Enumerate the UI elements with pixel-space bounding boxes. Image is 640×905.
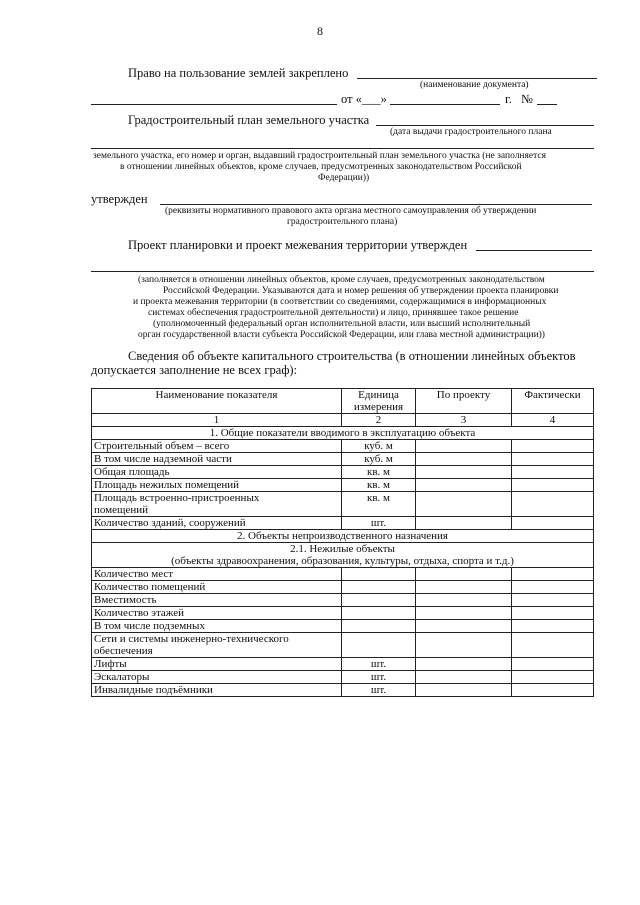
- unit-cell: кв. м: [342, 479, 416, 492]
- unit-cell: шт.: [342, 684, 416, 697]
- actual-value-cell: [512, 658, 594, 671]
- actual-value-cell: [512, 440, 594, 453]
- table-row: [92, 620, 594, 633]
- project-caption-6: орган государственной власти субъекта Российской Федерации, или глава местной администрации)): [138, 330, 545, 340]
- table-section-row: [92, 427, 594, 440]
- section-title: 1. Общие показатели вводимого в эксплуатацию объекта: [92, 427, 594, 440]
- unit-cell: куб. м: [342, 453, 416, 466]
- unit-cell: шт.: [342, 517, 416, 530]
- project-caption-4: системах обеспечения градостроительной деятельности) и лицо, принявшее такое решение: [148, 308, 519, 318]
- indicator-name: Лифты: [92, 658, 342, 671]
- gpzu-caption-3: Федерации)): [318, 173, 370, 183]
- planned-value-cell: [416, 492, 512, 517]
- table-row: [92, 517, 594, 530]
- table-row: [92, 453, 594, 466]
- indicator-name: Сети и системы инженерно-технического обеспечения: [92, 633, 342, 658]
- actual-value-cell: [512, 594, 594, 607]
- gpzu-line-2: [91, 148, 594, 149]
- actual-value-cell: [512, 684, 594, 697]
- planned-value-cell: [416, 620, 512, 633]
- table-row: [92, 479, 594, 492]
- planned-value-cell: [416, 607, 512, 620]
- unit-cell: [342, 607, 416, 620]
- actual-value-cell: [512, 633, 594, 658]
- indicator-name: Инвалидные подъёмники: [92, 684, 342, 697]
- project-line-1: [476, 250, 592, 251]
- indicator-name: Вместимость: [92, 594, 342, 607]
- indicator-name: Площадь нежилых помещений: [92, 479, 342, 492]
- unit-cell: шт.: [342, 658, 416, 671]
- column-header: Единица измерения: [342, 389, 416, 414]
- planned-value-cell: [416, 466, 512, 479]
- land-right-year: г.: [505, 92, 512, 106]
- unit-cell: шт.: [342, 671, 416, 684]
- project-line-2: [91, 271, 594, 272]
- column-number: 1: [92, 414, 342, 427]
- unit-cell: [342, 568, 416, 581]
- unit-cell: кв. м: [342, 492, 416, 517]
- gpzu-caption-1: земельного участка, его номер и орган, выдавший градостроительный план земельного участка (не заполняется: [93, 151, 546, 161]
- intro-line-2: допускается заполнение не всех граф):: [91, 363, 298, 377]
- planned-value-cell: [416, 581, 512, 594]
- table-row: [92, 492, 594, 517]
- land-right-doc-caption: (наименование документа): [420, 80, 529, 90]
- project-label: Проект планировки и проект межевания территории утвержден: [128, 238, 468, 252]
- indicator-name: Строительный объем – всего: [92, 440, 342, 453]
- unit-cell: [342, 633, 416, 658]
- land-right-label: Право на пользование землей закреплено: [128, 66, 349, 80]
- table-row: [92, 466, 594, 479]
- column-number: 4: [512, 414, 594, 427]
- actual-value-cell: [512, 517, 594, 530]
- planned-value-cell: [416, 633, 512, 658]
- actual-value-cell: [512, 620, 594, 633]
- intro-line-1: Сведения об объекте капитального строительства (в отношении линейных объектов: [128, 349, 576, 363]
- planned-value-cell: [416, 594, 512, 607]
- planned-value-cell: [416, 517, 512, 530]
- actual-value-cell: [512, 466, 594, 479]
- project-caption-1: (заполняется в отношении линейных объектов, кроме случаев, предусмотренных законодательством: [138, 275, 545, 285]
- table-row: [92, 581, 594, 594]
- gpzu-caption-right: (дата выдачи градостроительного плана: [390, 127, 552, 137]
- actual-value-cell: [512, 671, 594, 684]
- unit-cell: [342, 594, 416, 607]
- indicator-name: В том числе подземных: [92, 620, 342, 633]
- indicator-name: Общая площадь: [92, 466, 342, 479]
- gpzu-line-1: [376, 125, 594, 126]
- table-row: [92, 607, 594, 620]
- actual-value-cell: [512, 607, 594, 620]
- column-header: Наименование показателя: [92, 389, 342, 414]
- table-section-row: [92, 530, 594, 543]
- land-right-number-sign: №: [521, 92, 533, 106]
- table-row: [92, 594, 594, 607]
- project-caption-2: Российской Федерации. Указываются дата и номер решения об утверждении проекта планировки: [163, 286, 559, 296]
- approved-caption-1: (реквизиты нормативного правового акта органа местного самоуправления об утверждении: [165, 206, 537, 216]
- object-info-table: [91, 388, 594, 697]
- planned-value-cell: [416, 568, 512, 581]
- project-caption-5: (уполномоченный федеральный орган исполнительной власти, или высший исполнительный: [153, 319, 531, 329]
- planned-value-cell: [416, 453, 512, 466]
- table-row: [92, 633, 594, 658]
- planned-value-cell: [416, 479, 512, 492]
- unit-cell: кв. м: [342, 466, 416, 479]
- land-right-number-line: [537, 104, 557, 105]
- project-caption-3: и проекта межевания территории (в соответствии со сведениями, содержащимися в информационных: [133, 297, 547, 307]
- actual-value-cell: [512, 479, 594, 492]
- land-right-date-line: [390, 104, 500, 105]
- indicator-name: Количество помещений: [92, 581, 342, 594]
- actual-value-cell: [512, 581, 594, 594]
- table-section-row: [92, 543, 594, 568]
- planned-value-cell: [416, 671, 512, 684]
- approved-line: [160, 204, 592, 205]
- approved-caption-2: градостроительного плана): [287, 217, 398, 227]
- gpzu-caption-2: в отношении линейных объектов, кроме случаев, предусмотренных законодательством Российской: [120, 162, 522, 172]
- unit-cell: [342, 620, 416, 633]
- column-number: 2: [342, 414, 416, 427]
- indicator-name: Количество зданий, сооружений: [92, 517, 342, 530]
- indicator-name: Площадь встроенно-пристроенных помещений: [92, 492, 342, 517]
- column-number-row: [92, 414, 594, 427]
- column-header: Фактически: [512, 389, 594, 414]
- column-number: 3: [416, 414, 512, 427]
- page-number: 8: [317, 24, 323, 38]
- approved-label: утвержден: [91, 192, 148, 206]
- actual-value-cell: [512, 453, 594, 466]
- unit-cell: куб. м: [342, 440, 416, 453]
- table-row: [92, 658, 594, 671]
- table-row: [92, 671, 594, 684]
- indicator-name: Эскалаторы: [92, 671, 342, 684]
- land-right-from: от «___»: [341, 92, 387, 106]
- gpzu-label: Градостроительный план земельного участка: [128, 113, 370, 127]
- column-header: По проекту: [416, 389, 512, 414]
- unit-cell: [342, 581, 416, 594]
- planned-value-cell: [416, 658, 512, 671]
- actual-value-cell: [512, 492, 594, 517]
- indicator-name: Количество мест: [92, 568, 342, 581]
- planned-value-cell: [416, 440, 512, 453]
- table-row: [92, 684, 594, 697]
- table-row: [92, 568, 594, 581]
- section-title: 2. Объекты непроизводственного назначения: [92, 530, 594, 543]
- land-right-line-2: [91, 104, 337, 105]
- planned-value-cell: [416, 684, 512, 697]
- indicator-name: Количество этажей: [92, 607, 342, 620]
- indicator-name: В том числе надземной части: [92, 453, 342, 466]
- actual-value-cell: [512, 568, 594, 581]
- table-row: [92, 440, 594, 453]
- table-header-row: [92, 389, 594, 414]
- section-title: 2.1. Нежилые объекты (объекты здравоохранения, образования, культуры, отдыха, спорта и т.д.): [92, 543, 594, 568]
- land-right-doc-line: [357, 78, 597, 79]
